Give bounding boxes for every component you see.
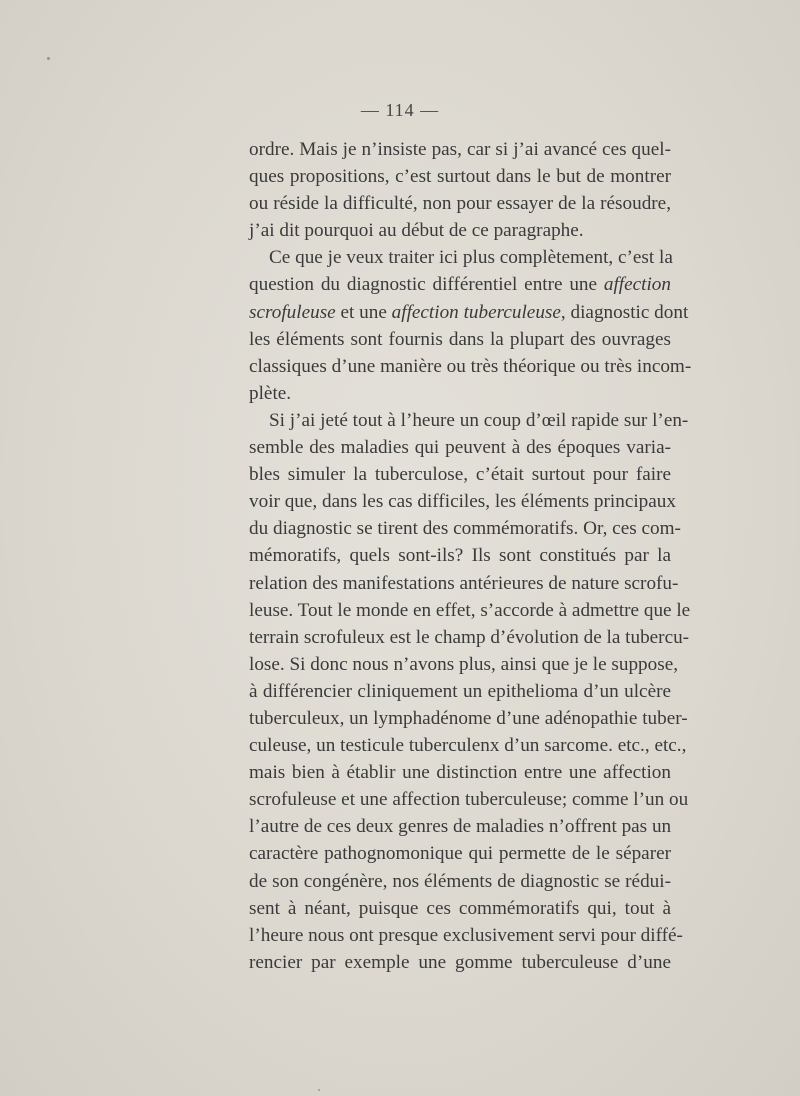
text-line: ou réside la difficulté, non pour essayer de la résoudre, [249,193,671,215]
text-line: j’ai dit pourquoi au début de ce paragraphe. [249,220,584,242]
text-line: de son congénère, nos éléments de diagnostic se rédui- [249,870,671,892]
body-text [249,136,692,976]
text-line: question du diagnostic différentiel entre une affection [249,274,671,296]
text-line: ques propositions, c’est surtout dans le but de montrer [249,166,671,188]
text-line: les éléments sont fournis dans la plupart des ouvrages [249,328,671,350]
text-line: leuse. Tout le monde en effet, s’accorde à admettre que le [249,599,691,621]
text-line: culeuse, un testicule tuberculenx d’un sarcome. etc., etc., [249,735,687,757]
text-line: plète. [249,382,292,404]
text-line: semble des maladies qui peuvent à des époques varia- [249,437,671,459]
text-line: mémoratifs, quels sont-ils? Ils sont constitués par la [249,545,671,567]
text-line: Ce que je veux traiter ici plus complètement, c’est la [269,247,673,269]
text-line: ordre. Mais je n’insiste pas, car si j’ai avancé ces quel- [249,139,671,160]
text-line: voir que, dans les cas difficiles, les éléments principaux [249,491,676,513]
text-line: du diagnostic se tirent des commémoratifs. Or, ces com- [249,518,681,540]
text-line: scrofuleuse et une affection tuberculeuse; comme l’un ou [249,789,689,811]
text-line: tuberculeux, un lymphadénome d’une adénopathie tuber- [249,707,688,729]
paper-speck [47,57,50,60]
text-line: bles simuler la tuberculose, c’était surtout pour faire [249,464,671,486]
text-line: classiques d’une manière ou très théorique ou très incom- [249,355,692,377]
text-line: rencier par exemple une gomme tuberculeuse d’une [249,951,671,973]
text-line: caractère pathognomonique qui permette de le séparer [249,843,671,865]
text-line: Si j’ai jeté tout à l’heure un coup d’œil rapide sur l’en- [269,409,689,431]
text-line: scrofuleuse et une affection tuberculeuse, diagnostic dont [249,301,689,323]
text-line: lose. Si donc nous n’avons plus, ainsi que je le suppose, [249,653,679,675]
text-line: terrain scrofuleux est le champ d’évolution de la tubercu- [249,626,690,648]
paper-speck [318,1089,320,1091]
text-line: l’autre de ces deux genres de maladies n’offrent pas un [249,816,672,838]
text-line: l’heure nous ont presque exclusivement servi pour diffé- [249,924,683,946]
page-number: — 114 — [360,100,440,120]
text-line: relation des manifestations antérieures de nature scrofu- [249,572,679,594]
text-line: sent à néant, puisque ces commémoratifs qui, tout à [249,897,671,919]
text-line: mais bien à établir une distinction entre une affection [249,762,671,784]
text-line: à différencier cliniquement un epithelioma d’un ulcère [249,680,671,702]
